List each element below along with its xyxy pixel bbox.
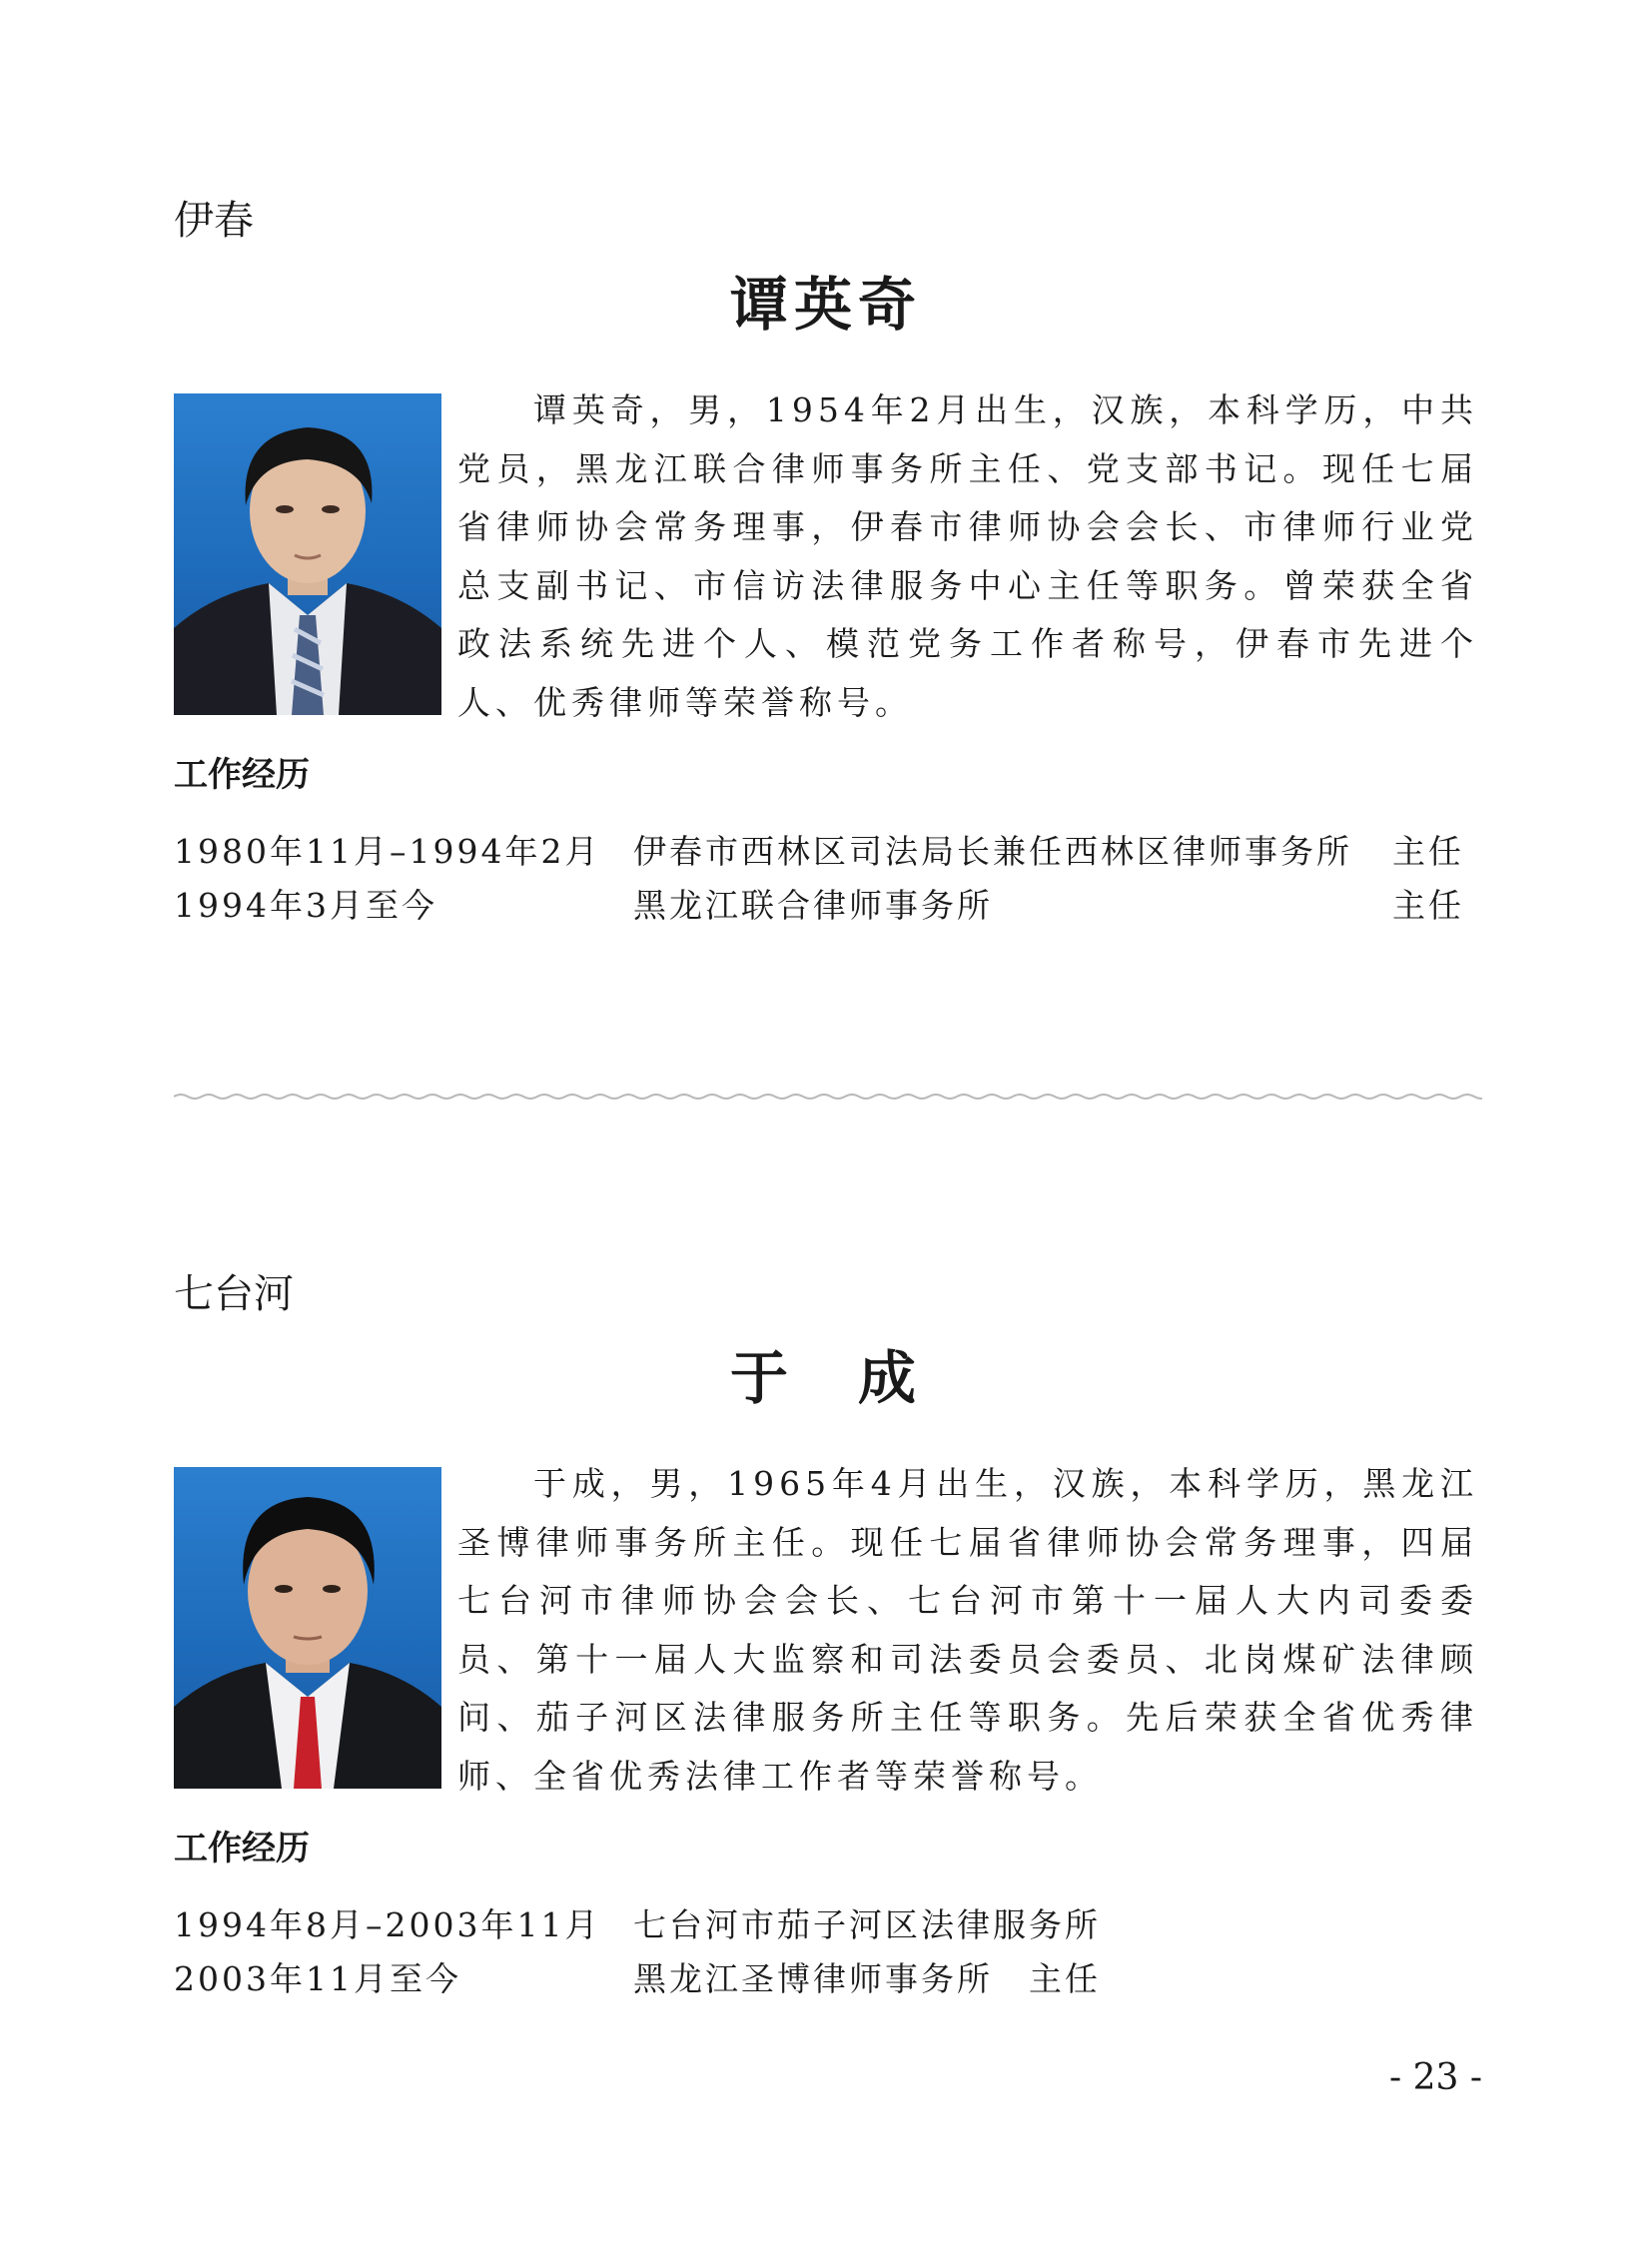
work-organization: 黑龙江联合律师事务所 <box>633 886 993 925</box>
work-period: 1994年8月–2003年11月 <box>174 1905 601 1944</box>
work-role: 主任 <box>1392 886 1464 925</box>
work-organization: 伊春市西林区司法局长兼任西林区律师事务所 <box>633 832 1352 871</box>
work-history-list <box>174 825 1492 933</box>
work-role: 主任 <box>1392 832 1464 871</box>
person-name: 于 成 <box>729 1344 922 1412</box>
work-history-heading: 工作经历 <box>174 1829 310 1868</box>
lawyer-profile-tan-yingqi <box>0 0 1652 999</box>
page-number: - 23 - <box>1388 2057 1482 2098</box>
biography-text: 于成，男，1965年4月出生，汉族，本科学历，黑龙江圣博律师事务所主任。现任七届省律师协会常务理事，四届七台河市律师协会会长、七台河市第十一届人大内司委委员、第十一届人大监察和司法委员会委员、北岗煤矿法律顾问、茄子河区法律服务所主任等职务。先后荣获全省优秀律师、全省优秀法律工作者等荣誉称号。 <box>457 1464 1478 1796</box>
work-history-heading: 工作经历 <box>174 755 310 795</box>
work-period: 1980年11月–1994年2月 <box>174 832 601 871</box>
portrait-photo-illustration <box>174 1467 441 1789</box>
work-organization: 黑龙江圣博律师事务所 主任 <box>633 1959 1101 1998</box>
work-period: 2003年11月至今 <box>174 1959 461 1998</box>
portrait-photo <box>174 1467 441 1789</box>
lawyer-profile-yu-cheng <box>0 1074 1652 2072</box>
work-history-row <box>174 879 1492 933</box>
work-history-row <box>174 1952 1492 2006</box>
person-name: 谭英奇 <box>729 271 922 339</box>
work-history-list <box>174 1898 1492 2006</box>
portrait-photo <box>174 393 441 715</box>
region-heading: 七台河 <box>174 1271 294 1317</box>
work-history-row <box>174 1898 1492 1952</box>
portrait-photo-illustration <box>174 393 441 715</box>
biography-text: 谭英奇，男，1954年2月出生，汉族，本科学历，中共党员，黑龙江联合律师事务所主任、党支部书记。现任七届省律师协会常务理事，伊春市律师协会会长、市律师行业党总支副书记、市信访法律服务中心主任等职务。曾荣获全省政法系统先进个人、模范党务工作者称号，伊春市先进个人、优秀律师等荣誉称号。 <box>457 390 1478 722</box>
work-organization: 七台河市茄子河区法律服务所 <box>633 1905 1101 1944</box>
work-period: 1994年3月至今 <box>174 886 437 925</box>
work-history-row <box>174 825 1492 879</box>
region-heading: 伊春 <box>174 198 254 244</box>
